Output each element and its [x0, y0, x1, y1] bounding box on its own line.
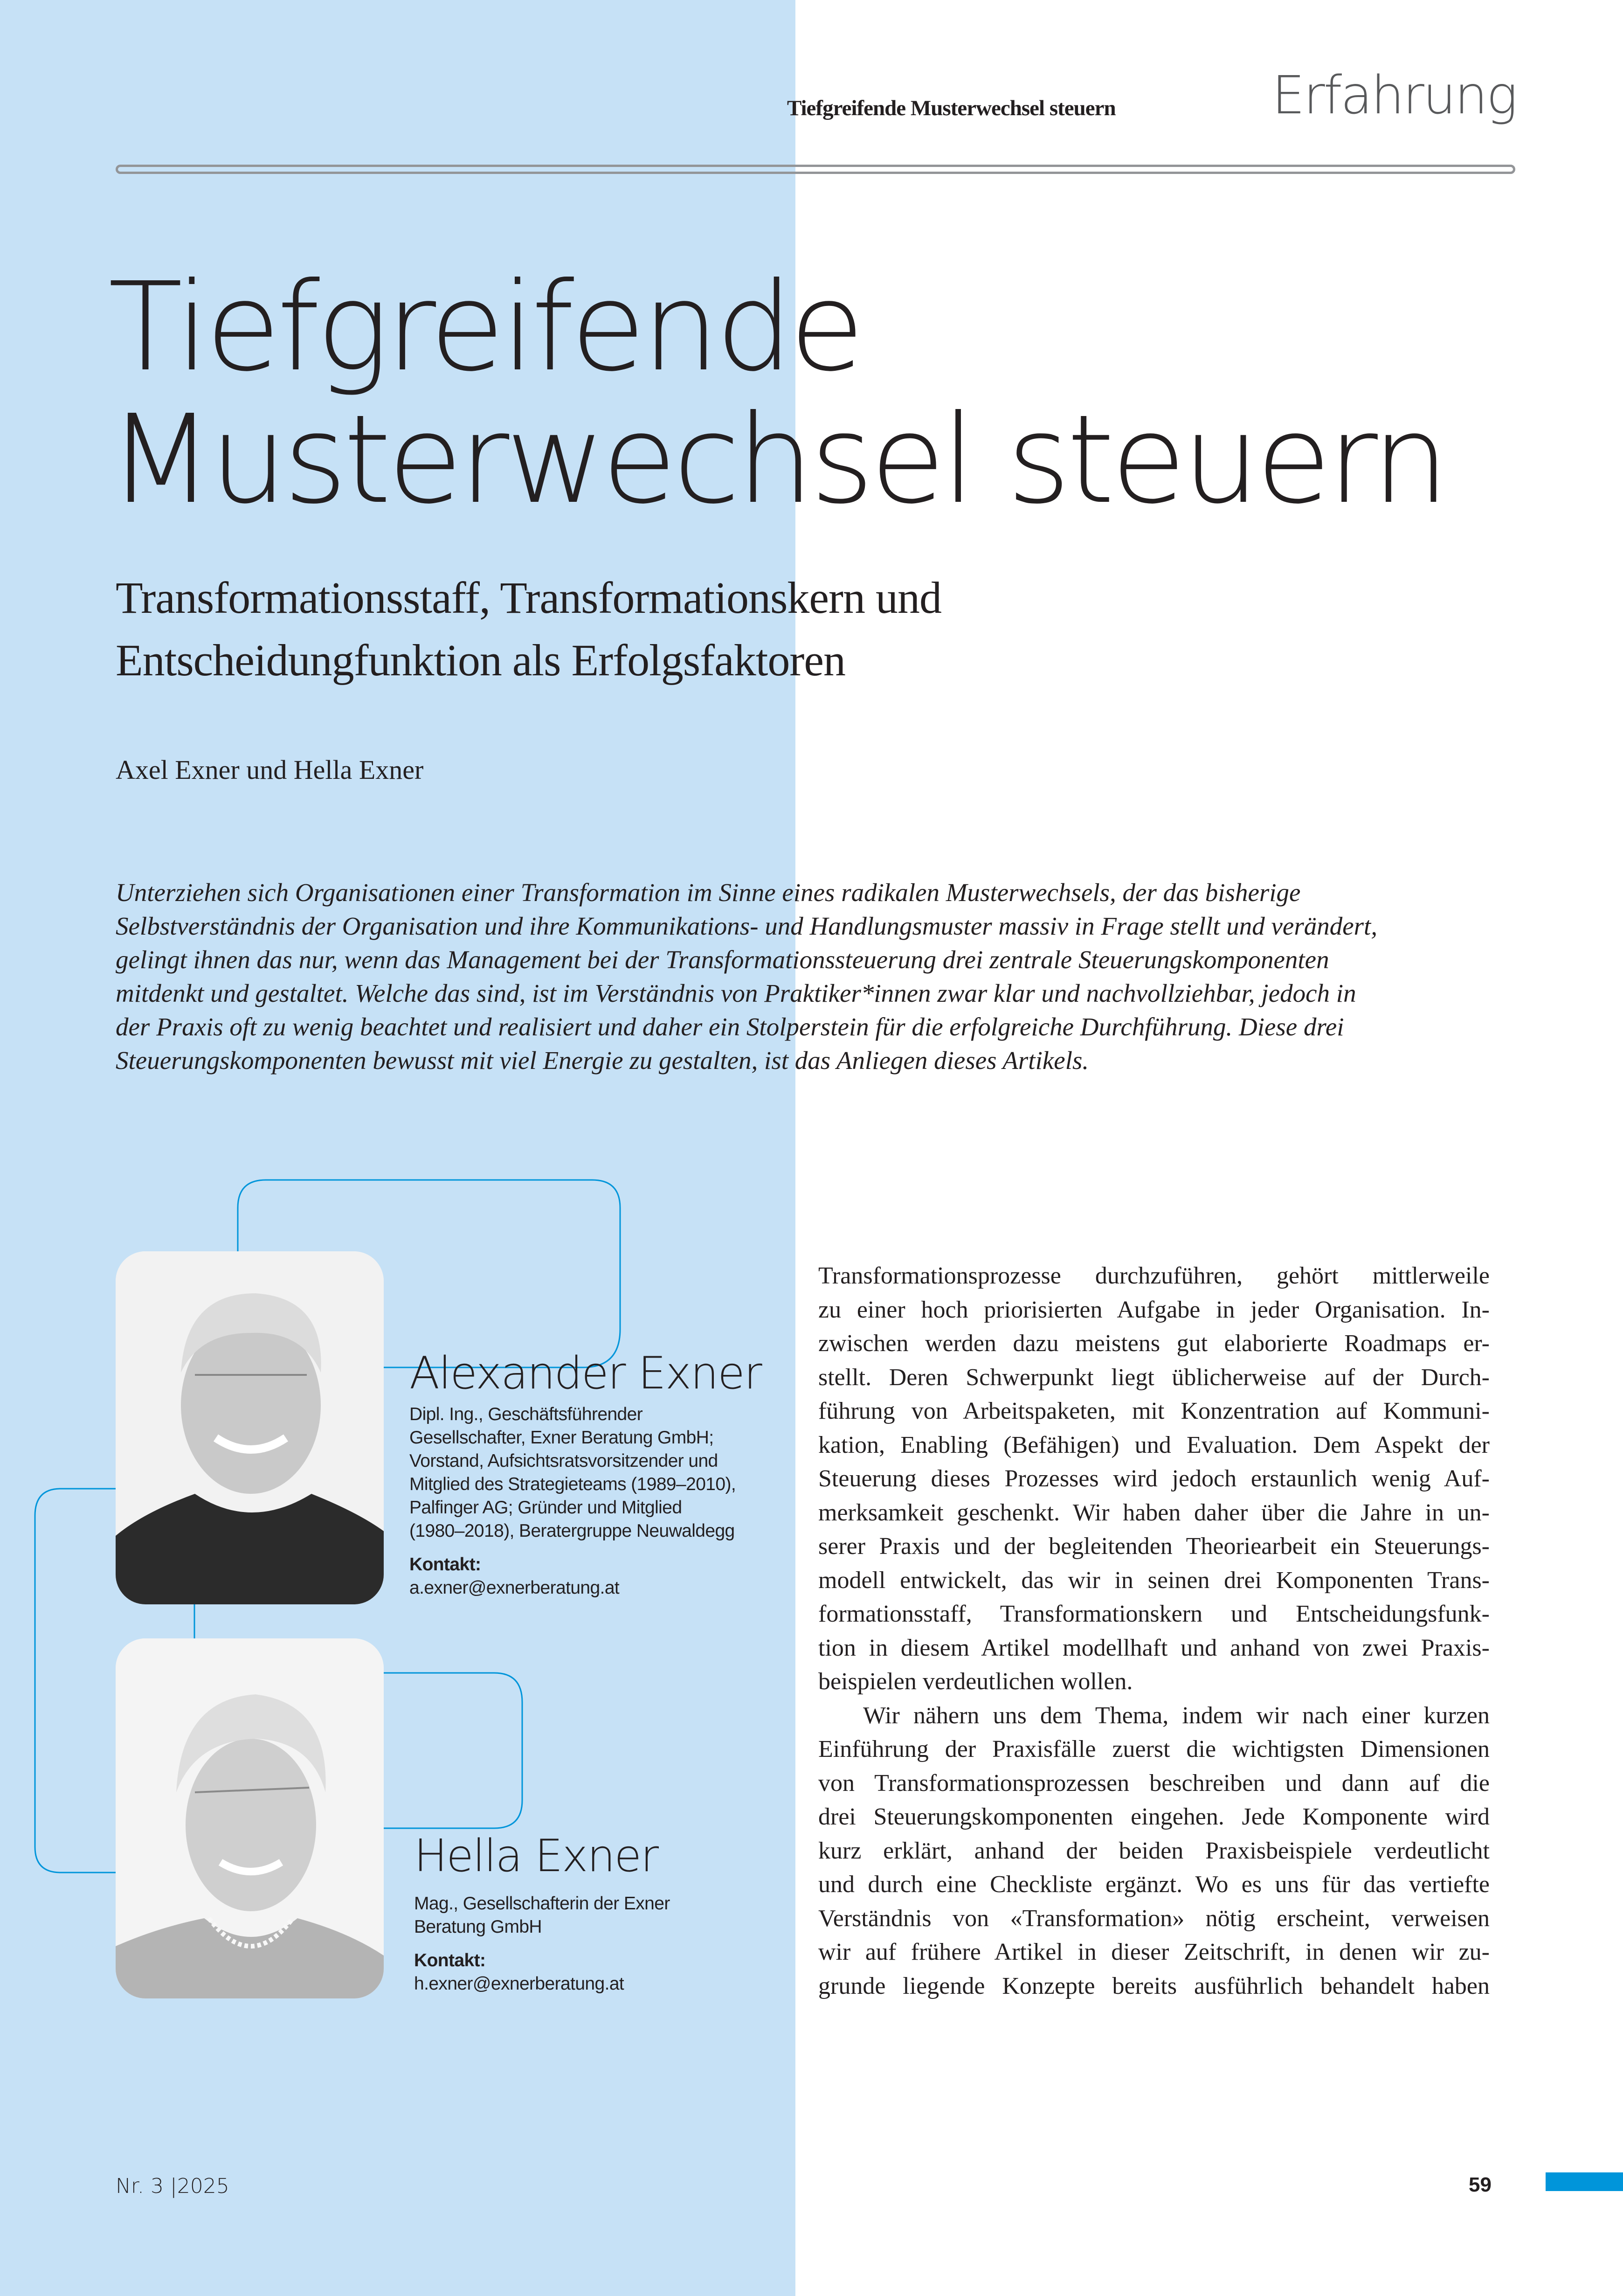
body-line: und durch eine Checkliste ergänzt. Wo es uns für das vertiefte	[818, 1871, 1490, 1898]
abstract-line: Unterziehen sich Organisationen einer Transformation im Sinne eines radikalen Musterwechsels, der das bisherige	[116, 878, 1301, 907]
body-line: führung von Arbeitspaketen, mit Konzentration auf Kommuni-	[818, 1398, 1490, 1424]
body-line: Einführung der Praxisfälle zuerst die wichtigsten Dimensionen	[818, 1736, 1490, 1762]
bio-line: Gesellschafter, Exner Beratung GmbH;	[409, 1428, 714, 1448]
body-line: grunde liegende Konzepte bereits ausführlich behandelt haben	[818, 1972, 1490, 1999]
body-line: stellt. Deren Schwerpunkt liegt üblicherweise auf der Durch-	[818, 1364, 1490, 1391]
issue-number: Nr. 3 |2025	[116, 2174, 229, 2198]
body-line: Wir nähern uns dem Thema, indem wir nach einer kurzen	[863, 1702, 1490, 1729]
body-line: merksamkeit geschenkt. Wir haben daher über die Jahre in un-	[818, 1499, 1490, 1526]
article-title	[108, 256, 1446, 531]
abstract-line: Selbstverständnis der Organisation und ihre Kommunikations- und Handlungsmuster massiv in Frage stellt und verändert,	[116, 912, 1378, 940]
abstract	[116, 876, 1514, 1077]
title-line: Musterwechsel steuern	[108, 388, 1446, 531]
contact-email-link[interactable]: a.exner@exnerberatung.at	[409, 1578, 620, 1598]
body-line: modell entwickelt, das wir in seinen drei Komponenten Trans-	[818, 1567, 1490, 1594]
page-tab-marker	[1546, 2172, 1623, 2191]
bio-line: Vorstand, Aufsichtsratsvorsitzender und	[409, 1451, 718, 1471]
bio-line: Palfinger AG; Gründer und Mitglied	[409, 1498, 682, 1518]
portrait-woman-icon	[116, 1638, 384, 1998]
body-line: serer Praxis und der begleitenden Theoriearbeit ein Steuerungs-	[818, 1533, 1490, 1560]
section-label: Erfahrung	[1272, 65, 1517, 126]
abstract-line: Steuerungskomponenten bewusst mit viel Energie zu gestalten, ist das Anliegen dieses Artikels.	[116, 1046, 1089, 1075]
author-bio	[414, 1892, 670, 1939]
author-card-alexander	[409, 1348, 761, 1600]
body-line: von Transformationsprozessen beschreiben und dann auf die	[818, 1769, 1490, 1797]
subtitle-line: Transformationsstaff, Transformationskern und	[116, 573, 941, 623]
body-line: kurz erklärt, anhand der beiden Praxisbeispiele verdeutlicht	[818, 1837, 1490, 1864]
abstract-line: der Praxis oft zu wenig beachtet und realisiert und daher ein Stolperstein für die erfolgreiche Durchführung. Diese drei	[116, 1013, 1344, 1041]
body-line: formationsstaff, Transformationskern und Entscheidungsfunk-	[818, 1601, 1490, 1627]
header-rule	[116, 165, 1515, 174]
portrait-photo-man	[116, 1251, 384, 1604]
body-text-column	[818, 1259, 1490, 2003]
bio-line: (1980–2018), Beratergruppe Neuwaldegg	[409, 1521, 735, 1541]
running-head: Tiefgreifende Musterwechsel steuern	[787, 96, 1116, 120]
body-line: wir auf frühere Artikel in dieser Zeitschrift, in denen wir zu-	[818, 1939, 1490, 1965]
bio-line: Dipl. Ing., Geschäftsführender	[409, 1404, 643, 1424]
portrait-photo-woman	[116, 1638, 384, 1998]
body-line: drei Steuerungskomponenten eingehen. Jede Komponente wird	[818, 1804, 1490, 1830]
contact-label: Kontakt:	[414, 1950, 486, 1970]
page-number: 59	[1469, 2173, 1492, 2196]
body-line: zu einer hoch priorisierten Aufgabe in jeder Organisation. In-	[818, 1296, 1490, 1323]
byline: Axel Exner und Hella Exner	[116, 755, 424, 785]
body-line: Steuerung dieses Prozesses wird jedoch erstaunlich wenig Auf-	[818, 1465, 1490, 1492]
author-name: Alexander Exner	[409, 1348, 761, 1399]
article-subtitle	[116, 567, 941, 692]
author-bio	[409, 1403, 761, 1543]
body-line: Transformationsprozesse durchzuführen, gehört mittlerweile	[818, 1262, 1490, 1289]
bio-line: Beratung GmbH	[414, 1917, 542, 1937]
body-line: Verständnis von «Transformation» nötig erscheint, verweisen	[818, 1905, 1490, 1932]
author-card-hella	[414, 1831, 670, 1996]
subtitle-line: Entscheidungfunktion als Erfolgsfaktoren	[116, 635, 845, 685]
contact-label: Kontakt:	[409, 1554, 481, 1575]
bio-line: Mitglied des Strategieteams (1989–2010),	[409, 1474, 736, 1494]
abstract-line: gelingt ihnen das nur, wenn das Management bei der Transformationssteuerung drei zentrale Steuerungskomponenten	[116, 945, 1329, 974]
abstract-line: mitdenkt und gestaltet. Welche das sind, ist im Verständnis von Praktiker*innen zwar klar und nachvollziehbar, jedoch in	[116, 979, 1356, 1007]
title-line: Tiefgreifende	[108, 256, 861, 398]
bio-line: Mag., Gesellschafterin der Exner	[414, 1894, 670, 1914]
portrait-man-icon	[116, 1251, 384, 1604]
body-line: kation, Enabling (Befähigen) und Evaluation. Dem Aspekt der	[818, 1431, 1490, 1458]
body-line: tion in diesem Artikel modellhaft und anhand von zwei Praxis-	[818, 1634, 1490, 1661]
body-line: beispielen verdeutlichen wollen.	[818, 1668, 1133, 1695]
author-name: Hella Exner	[414, 1831, 658, 1882]
contact-email-link[interactable]: h.exner@exnerberatung.at	[414, 1974, 624, 1994]
body-line: zwischen werden dazu meistens gut elaborierte Roadmaps er-	[818, 1330, 1490, 1357]
